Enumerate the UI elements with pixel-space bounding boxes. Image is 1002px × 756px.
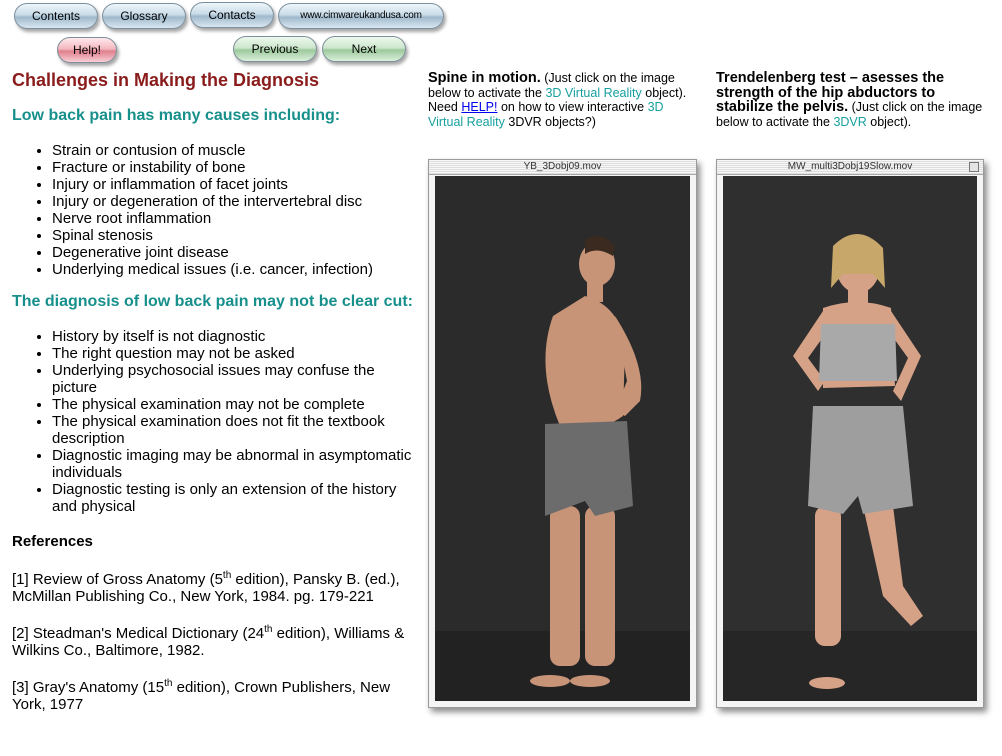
list-item: • Injury or degeneration of the intervertebral disc (52, 193, 417, 210)
help-link[interactable]: HELP! (461, 100, 498, 115)
movie-title-bar (429, 160, 696, 175)
spine-figure-image (435, 176, 690, 701)
list-item: • Degenerative joint disease (52, 244, 417, 261)
list-item: • Underlying medical issues (i.e. cancer, infection) (52, 261, 417, 278)
spine-motion-movie[interactable] (428, 159, 697, 708)
list-item: • Strain or contusion of muscle (52, 142, 417, 159)
zoom-box-icon[interactable] (969, 162, 979, 172)
3dvr-link[interactable]: 3DVR (833, 114, 867, 129)
reference-item: [1] Review of Gross Anatomy (5th edition), Pansky B. (ed.), McMillan Publishing Co., New York, 1984. pg. 179-221 (12, 570, 400, 605)
movie-title-bar (717, 160, 983, 175)
list-item: • Diagnostic testing is only an extension of the history and physical (52, 481, 417, 515)
contacts-button[interactable]: Contacts (190, 2, 274, 28)
main-content (12, 68, 417, 713)
video-frame[interactable] (723, 176, 977, 701)
3dvr-link[interactable]: 3D Virtual Reality (428, 100, 664, 129)
list-item: • Fracture or instability of bone (52, 159, 417, 176)
glossary-button[interactable]: Glossary (102, 3, 186, 29)
list-item: • The right question may not be asked (52, 345, 417, 362)
list-item: • The physical examination does not fit the textbook description (52, 413, 417, 447)
list-item: • Diagnostic imaging may be abnormal in asymptomatic individuals (52, 447, 417, 481)
list-item: • Spinal stenosis (52, 227, 417, 244)
page-title: Challenges in Making the Diagnosis (12, 70, 320, 90)
next-button[interactable]: Next (322, 36, 406, 62)
trendelenberg-figure-image (723, 176, 977, 701)
causes-list (12, 142, 417, 278)
references-heading: References (12, 533, 93, 550)
list-item: • The physical examination may not be complete (52, 396, 417, 413)
causes-heading: Low back pain has many causes including: (12, 107, 341, 124)
website-button[interactable]: www.cimwareukandusa.com (278, 3, 444, 29)
diagnosis-heading: The diagnosis of low back pain may not be clear cut: (12, 293, 413, 310)
video-frame[interactable] (435, 176, 690, 701)
list-item: • Underlying psychosocial issues may confuse the picture (52, 362, 417, 396)
contents-button[interactable]: Contents (14, 3, 98, 29)
previous-button[interactable]: Previous (233, 36, 317, 62)
trendelenberg-movie[interactable] (716, 159, 984, 708)
movie-filename: MW_multi3Dobj19Slow.mov (787, 161, 913, 172)
trendelenberg-caption: Trendelenberg test – asesses the strength of the hip abductors to stabilize the pelvis. (Just click on the image below to activate the 3DVR object). (716, 70, 983, 129)
spine-motion-caption: Spine in motion. (Just click on the image below to activate the 3D Virtual Reality object). Need HELP! on how to view interactive 3D Virtual Reality 3DVR objects?) (428, 70, 687, 129)
list-item: • Nerve root inflammation (52, 210, 417, 227)
list-item: • Injury or inflammation of facet joints (52, 176, 417, 193)
list-item: • History by itself is not diagnostic (52, 328, 417, 345)
reference-item: [3] Gray's Anatomy (15th edition), Crown Publishers, New York, 1977 (12, 678, 391, 713)
help-button[interactable]: Help! (57, 37, 117, 63)
diagnosis-issues-list (12, 328, 417, 515)
reference-item: [2] Steadman's Medical Dictionary (24th edition), Williams & Wilkins Co., Baltimore, 1982. (12, 624, 405, 659)
3dvr-link[interactable]: 3D Virtual Reality (545, 85, 642, 100)
movie-filename: YB_3Dobj09.mov (523, 161, 602, 172)
